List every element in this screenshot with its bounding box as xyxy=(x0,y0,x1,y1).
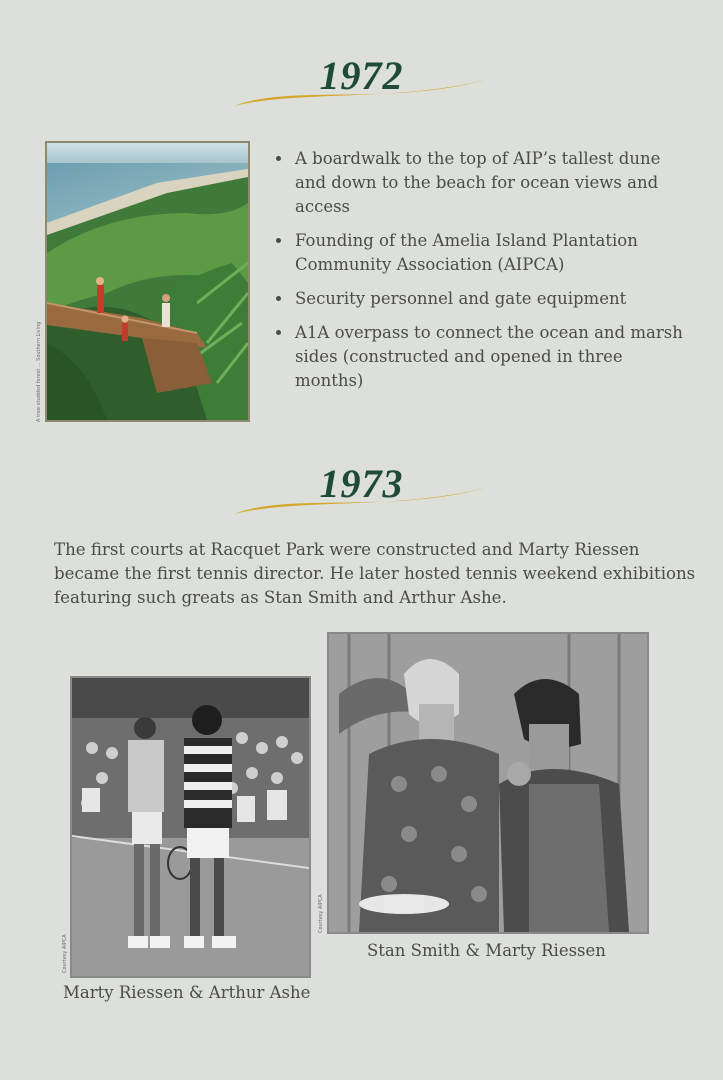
riessen-ashe-photo xyxy=(70,676,311,978)
year-heading-1972: 1972 xyxy=(319,53,404,98)
milestones-1972-list xyxy=(273,147,693,403)
gold-swoosh-divider xyxy=(230,484,490,518)
list-item: • Founding of the Amelia Island Plantation Community Association (AIPCA) xyxy=(293,229,693,277)
caption-smith-riessen: Stan Smith & Marty Riessen xyxy=(367,941,606,960)
photo-credit-left: Courtesy AIPCA xyxy=(62,934,68,973)
racquet-park-paragraph: The first courts at Racquet Park were constructed and Marty Riessen became the first tennis director. He later hosted tennis weekend exhibitions featuring such greats as Stan Smith and Arthur Ashe. xyxy=(54,540,696,607)
caption-riessen-ashe: Marty Riessen & Arthur Ashe xyxy=(63,983,311,1002)
list-item: • A1A overpass to connect the ocean and marsh sides (constructed and opened in three months) xyxy=(293,321,693,393)
list-item: • A boardwalk to the top of AIP’s tallest dune and down to the beach for ocean views and access xyxy=(293,147,693,219)
photo-credit-1972: A tree-studded forest ... Southern Living xyxy=(36,321,42,422)
year-heading-1973: 1973 xyxy=(319,461,404,506)
boardwalk-dune-photo xyxy=(45,141,250,422)
smith-riessen-photo xyxy=(327,632,649,934)
photo-credit-right: Courtesy AIPCA xyxy=(318,894,324,933)
gold-swoosh-divider xyxy=(230,76,490,110)
list-item: • Security personnel and gate equipment xyxy=(293,287,693,311)
